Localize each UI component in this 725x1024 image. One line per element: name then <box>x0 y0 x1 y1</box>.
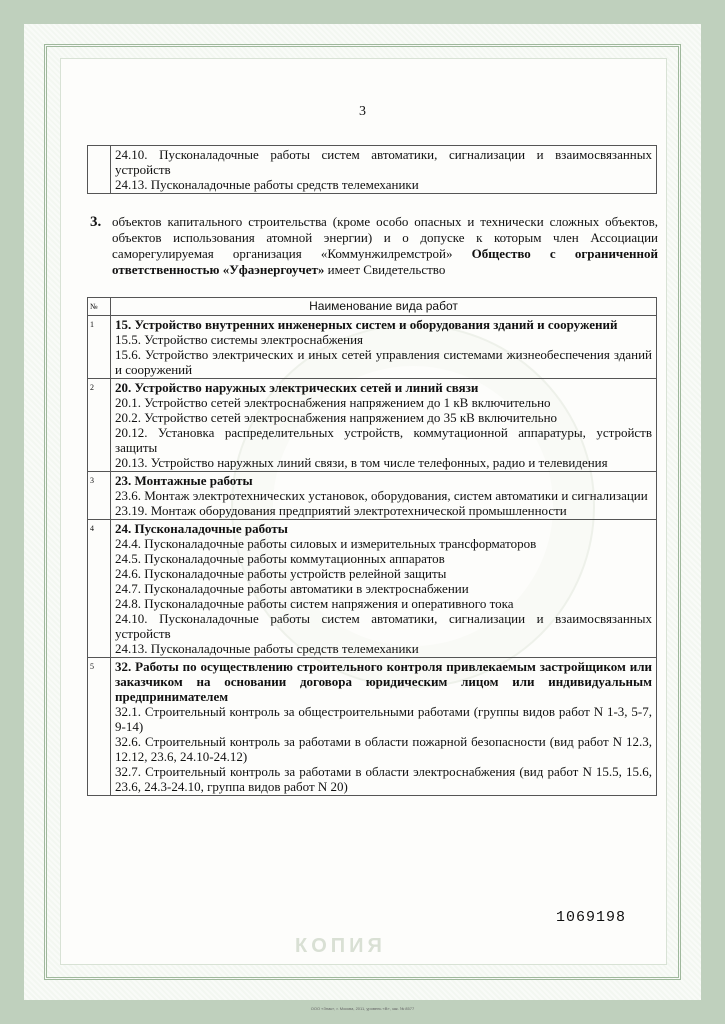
section-text-end: имеет Свидетельство <box>327 262 446 277</box>
list-item: 24.4. Пусконаладочные работы силовых и измерительных трансформаторов <box>115 536 537 551</box>
work-cell <box>111 146 657 194</box>
work-group-title: 15. Устройство внутренних инженерных систем и оборудования зданий и сооружений <box>115 317 618 332</box>
list-item: 20.2. Устройство сетей электроснабжения напряжением до 35 кВ включительно <box>115 410 558 425</box>
row-number-cell <box>88 146 111 194</box>
printer-footer: ООО «Знак», г. Москва, 2011, уровень «В», зак. № 8577 <box>310 1006 415 1011</box>
work-cell <box>111 316 657 379</box>
list-item: 15.6. Устройство электрических и иных сетей управления системами жизнеобеспечения зданий и сооружений <box>115 347 652 377</box>
table-row <box>88 472 657 520</box>
list-item: 20.12. Установка распределительных устройств, коммутационной аппаратуры, устройств защиты <box>115 425 652 455</box>
list-item: 32.1. Строительный контроль за общестроительными работами (группы видов работ N 1-3, 5-7, 9-14) <box>115 704 652 734</box>
list-item: 20.1. Устройство сетей электроснабжения напряжением до 1 кВ включительно <box>115 395 551 410</box>
list-item: 32.7. Строительный контроль за работами в области электроснабжения (вид работ N 15.5, 15.6, 23.6, 24.3-24.10, группа видов работ N 20) <box>115 764 652 794</box>
work-group-title: 23. Монтажные работы <box>115 473 253 488</box>
table-row <box>88 146 657 194</box>
row-number: 4 <box>88 520 111 658</box>
list-item: 15.5. Устройство системы электроснабжения <box>115 332 364 347</box>
copy-stamp: КОПИЯ <box>295 935 386 957</box>
header-name: Наименование вида работ <box>111 298 657 316</box>
list-item: 24.10. Пусконаладочные работы систем автоматики, сигнализации и взаимосвязанных устройств <box>115 611 652 641</box>
header-number: № <box>88 298 111 316</box>
section-3 <box>90 214 658 278</box>
list-item: 24.13. Пусконаладочные работы средств телемеханики <box>115 641 419 656</box>
row-number: 1 <box>88 316 111 379</box>
section-text <box>112 214 658 278</box>
list-item: 24.10. Пусконаладочные работы систем автоматики, сигнализации и взаимосвязанных устройств <box>115 147 652 177</box>
list-item: 32.6. Строительный контроль за работами в области пожарной безопасности (вид работ N 12.3, 12.12, 23.6, 24.10-24.12) <box>115 734 652 764</box>
table-row <box>88 316 657 379</box>
section-number: 3. <box>90 214 102 230</box>
serial-number: 1069198 <box>556 909 627 926</box>
work-group-title: 24. Пусконаладочные работы <box>115 521 288 536</box>
list-item: 24.6. Пусконаладочные работы устройств релейной защиты <box>115 566 447 581</box>
works-table <box>87 297 657 796</box>
row-number: 5 <box>88 658 111 796</box>
list-item: 24.7. Пусконаладочные работы автоматики в электроснабжении <box>115 581 469 596</box>
continuation-table <box>87 145 657 194</box>
company-name: Общество с ограниченной ответственностью «Уфаэнергоучет» <box>112 246 659 277</box>
table-header-row <box>88 298 657 316</box>
table-row <box>88 658 657 796</box>
list-item: 23.19. Монтаж оборудования предприятий электротехнической промышленности <box>115 503 567 518</box>
work-cell <box>111 520 657 658</box>
work-cell <box>111 472 657 520</box>
list-item: 24.5. Пусконаладочные работы коммутационных аппаратов <box>115 551 445 566</box>
list-item: 24.8. Пусконаладочные работы систем напряжения и оперативного тока <box>115 596 514 611</box>
work-cell <box>111 658 657 796</box>
list-item: 24.13. Пусконаладочные работы средств телемеханики <box>115 177 419 192</box>
section-text-plain: объектов капитального строительства (кроме особо опасных и технически сложных объектов, объектов использования атомной энергии) и о допуске к которым член Ассоциации саморегулируемая организация «Коммунжилремстрой» <box>112 214 658 261</box>
work-group-title: 32. Работы по осуществлению строительного контроля привлекаемым застройщиком или заказчиком на основании договора юридическим лицом или индивидуальным предпринимателем <box>115 659 652 704</box>
list-item: 23.6. Монтаж электротехнических установок, оборудования, систем автоматики и сигнализации <box>115 488 648 503</box>
list-item: 20.13. Устройство наружных линий связи, в том числе телефонных, радио и телевидения <box>115 455 608 470</box>
work-cell <box>111 379 657 472</box>
table-row <box>88 379 657 472</box>
row-number: 2 <box>88 379 111 472</box>
page-number: 3 <box>359 104 366 119</box>
table-row <box>88 520 657 658</box>
row-number: 3 <box>88 472 111 520</box>
work-group-title: 20. Устройство наружных электрических сетей и линий связи <box>115 380 479 395</box>
